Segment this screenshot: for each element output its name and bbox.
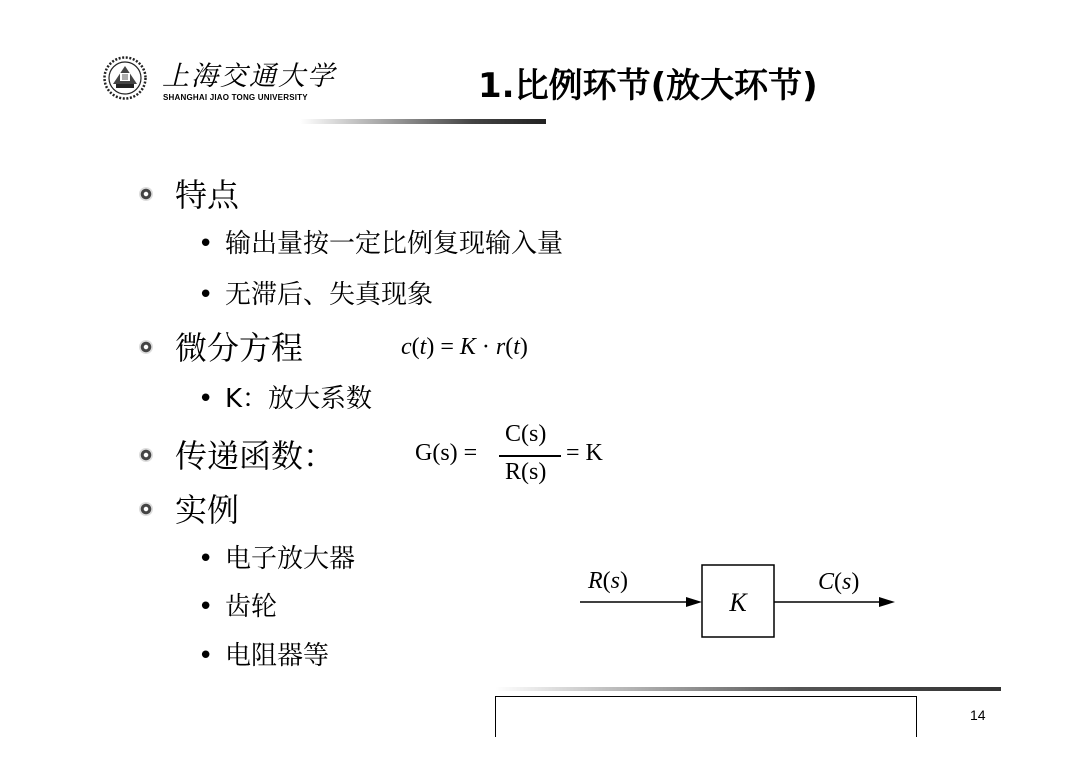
fraction-bar [499,455,561,457]
bullet-icon [139,340,153,354]
bullet-features: 特点 [175,176,240,214]
university-name-cn: 上海交通大学 [162,61,336,92]
university-logo [103,56,147,100]
example-item: 齿轮 [225,592,278,622]
bullet-dot-icon: • [198,384,214,414]
slide-title: 1.比例环节(放大环节) [478,66,818,106]
diff-item: K：放大系数 [225,384,373,414]
bullet-icon [139,187,153,201]
footer-divider [495,687,1001,691]
tf-rhs: = K [566,440,603,466]
tf-numerator: C(s) [505,421,547,447]
bullet-examples: 实例 [175,491,240,529]
features-item: 输出量按一定比例复现输入量 [225,229,564,259]
block-diagram [570,555,910,650]
example-item: 电阻器等 [225,641,330,671]
footer-box [495,696,917,737]
input-label: R(s) [588,568,629,594]
tf-denominator: R(s) [505,459,547,485]
diff-equation: c(t) = K · r(t) [401,334,528,360]
header-divider [300,119,546,124]
output-arrowhead [879,597,895,607]
bullet-diff-eq: 微分方程 [175,329,304,367]
university-name-en: SHANGHAI JIAO TONG UNIVERSITY [163,93,308,102]
input-arrowhead [686,597,702,607]
features-item: 无滞后、失真现象 [225,280,434,310]
bullet-dot-icon: • [198,641,214,671]
block-label: K [729,588,747,617]
bullet-transfer: 传递函数： [175,437,336,475]
page-number: 14 [970,707,986,723]
example-item: 电子放大器 [225,544,356,574]
bullet-icon [139,502,153,516]
bullet-dot-icon: • [198,280,214,310]
tf-lhs: G(s) = [415,440,478,466]
bullet-icon [139,448,153,462]
output-label: C(s) [818,569,860,595]
bullet-dot-icon: • [198,229,214,259]
bullet-dot-icon: • [198,544,214,574]
bullet-dot-icon: • [198,592,214,622]
